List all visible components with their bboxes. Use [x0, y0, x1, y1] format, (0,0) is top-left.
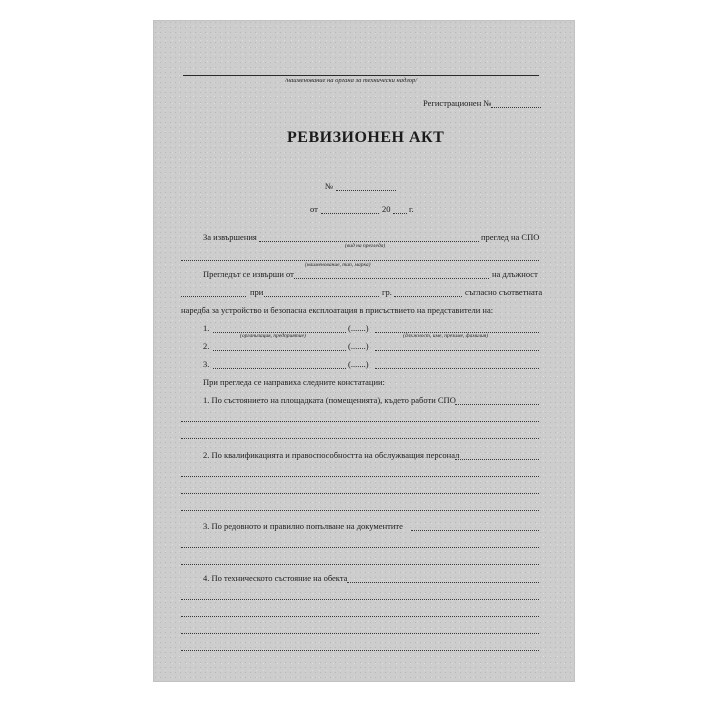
number-field[interactable]: [336, 190, 396, 191]
inspection-kind-field[interactable]: [259, 241, 479, 242]
date-from-label: от: [310, 204, 318, 214]
caption-inspection-kind: (вид на прегледа): [345, 243, 386, 249]
date-year-prefix: 20: [382, 204, 391, 214]
authority-line: [183, 75, 539, 76]
number-label: №: [325, 181, 334, 191]
according-to-label: съгласно съответната: [465, 287, 543, 297]
rep-number: 3.: [203, 359, 210, 369]
document-page: [153, 20, 575, 682]
page-title: РЕВИЗИОНЕН АКТ: [287, 129, 445, 146]
at-label: при: [250, 287, 264, 297]
rep-paren: (.......): [348, 359, 369, 369]
finding-heading: 2. По квалификацията и правоспособността на обслужващия персонал: [203, 450, 460, 460]
rep-org-field[interactable]: [213, 368, 346, 369]
finding-line[interactable]: [181, 564, 539, 565]
finding-line[interactable]: [181, 493, 539, 494]
finding-heading: 3. По редовното и правилно попълване на документите: [203, 521, 403, 531]
date-field[interactable]: [321, 213, 379, 214]
inspection-of-label: преглед на СПО: [481, 232, 540, 242]
finding-line[interactable]: [181, 510, 539, 511]
position-label: на длъжност: [492, 269, 538, 279]
finding-line[interactable]: [181, 476, 539, 477]
performed-by-label: Прегледът се извърши от: [203, 269, 294, 279]
rep-person-field[interactable]: [375, 350, 539, 351]
finding-heading: 4. По техническото състояние на обекта: [203, 573, 348, 583]
rep-number: 2.: [203, 341, 210, 351]
date-year-suffix: г.: [409, 204, 414, 214]
rep-paren: (.......): [348, 341, 369, 351]
rep-org-field[interactable]: [213, 350, 346, 351]
employer-field-line[interactable]: [264, 296, 379, 297]
rep-paren: (.......): [348, 323, 369, 333]
finding-field[interactable]: [455, 459, 539, 460]
authority-caption: /наименование на органа за технически надзор/: [285, 77, 418, 84]
rep-person-field[interactable]: [375, 368, 539, 369]
city-label: гр.: [382, 287, 392, 297]
registration-field[interactable]: [491, 107, 541, 108]
finding-line[interactable]: [181, 547, 539, 548]
caption-equipment-name: (наименование, тип, марка): [305, 262, 371, 268]
registration-label: Регистрационен №: [423, 98, 492, 108]
finding-heading: 1. По състоянието на площадката (помещенията), където работи СПО: [203, 395, 456, 405]
year-field[interactable]: [393, 213, 407, 214]
rep-number: 1.: [203, 323, 210, 333]
caption-organization: (организация, предприятие): [240, 333, 306, 339]
finding-line[interactable]: [181, 650, 539, 651]
performed-by-field[interactable]: [294, 278, 489, 279]
finding-line[interactable]: [181, 633, 539, 634]
caption-person: (длъжност, име, презиме, фамилия): [403, 333, 489, 339]
equipment-name-field[interactable]: [181, 260, 539, 261]
finding-line[interactable]: [181, 421, 539, 422]
regulation-text: наредба за устройство и безопасна експлоатация в присъствието на представители на:: [181, 305, 494, 315]
finding-field[interactable]: [347, 582, 539, 583]
finding-field[interactable]: [411, 530, 539, 531]
finding-field[interactable]: [455, 404, 539, 405]
for-label: За извършения: [203, 232, 257, 242]
city-field[interactable]: [394, 296, 462, 297]
position-field[interactable]: [181, 296, 246, 297]
findings-intro: При прегледа се направиха следните констатации:: [203, 377, 385, 387]
finding-line[interactable]: [181, 599, 539, 600]
finding-line[interactable]: [181, 616, 539, 617]
finding-line[interactable]: [181, 438, 539, 439]
